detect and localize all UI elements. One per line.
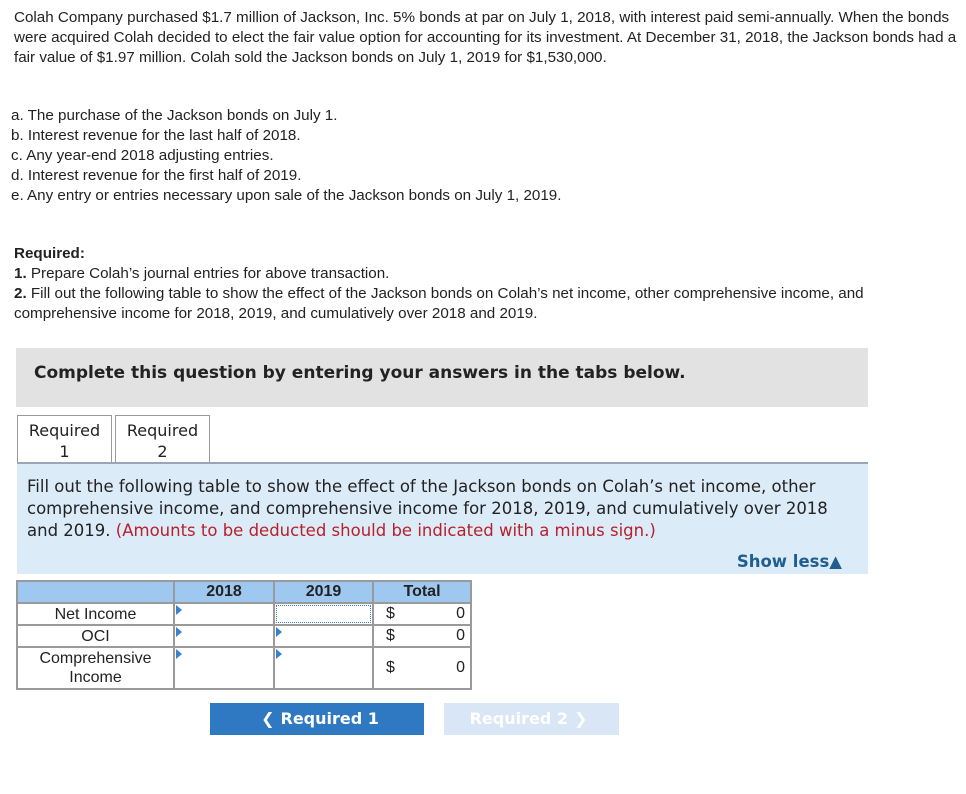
input-net-income-2018[interactable] (174, 603, 274, 625)
cell-marker-icon (176, 627, 182, 637)
table-row-comprehensive-income (17, 647, 471, 689)
table-row-net-income (17, 603, 471, 625)
row-label-net-income: Net Income (17, 603, 174, 625)
cell-marker-icon (276, 627, 282, 637)
header-2018: 2018 (174, 581, 274, 603)
required-item-2-number: 2. (14, 285, 27, 302)
tab-required-2-line1: Required (126, 421, 199, 440)
tab-required-1[interactable] (17, 415, 112, 462)
table-header-row (17, 581, 471, 603)
part-d: d. Interest revenue for the first half of 2019. (11, 167, 302, 184)
input-comprehensive-income-2019[interactable] (274, 647, 373, 689)
problem-statement (14, 8, 959, 68)
cell-marker-icon (276, 649, 282, 659)
required-item-2 (14, 284, 959, 324)
instructions-text: Fill out the following table to show the effect of the Jackson bonds on Colah’s net income, other comprehensive income, and comprehensive income for 2018, 2019, and cumulatively over 2018 and 2019. (27, 477, 828, 540)
total-value-oci: 0 (456, 627, 465, 644)
required-item-1-text: Prepare Colah’s journal entries for above transaction. (26, 265, 390, 282)
instructions-note: (Amounts to be deducted should be indicated with a minus sign.) (115, 521, 656, 540)
total-value-net-income: 0 (456, 605, 465, 622)
instructions-text-block (27, 476, 862, 542)
triangle-up-icon: ▲ (829, 552, 842, 571)
required-item-1-number: 1. (14, 265, 27, 282)
row-label-comprehensive-income: Comprehensive Income (17, 647, 174, 689)
chevron-right-icon: ❯ (574, 709, 588, 728)
currency-symbol: $ (386, 605, 395, 622)
total-net-income (373, 603, 471, 625)
table-row-oci (17, 625, 471, 647)
total-value-comprehensive-income: 0 (456, 659, 465, 676)
required-item-2-text: Fill out the following table to show the effect of the Jackson bonds on Colah’s net income, other comprehensive income, and comprehensive income for 2018, 2019, and cumulatively over 2018 and 2019. (14, 285, 864, 322)
problem-paragraph: Colah Company purchased $1.7 million of Jackson, Inc. 5% bonds at par on July 1, 2018, with interest paid semi-annually. When the bonds were acquired Colah decided to elect the fair value option for accounting for its investment. At December 31, 2018, the Jackson bonds had a fair value of $1.97 million. Colah sold the Jackson bonds on July 1, 2019 for $1,530,000. (14, 9, 957, 66)
instructions-panel (17, 464, 868, 574)
prev-button-label: Required 1 (280, 709, 379, 728)
cell-marker-icon (176, 649, 182, 659)
header-blank (17, 581, 174, 603)
next-required-2-button[interactable] (444, 703, 619, 735)
input-oci-2018[interactable] (174, 625, 274, 647)
next-button-label: Required 2 (469, 709, 568, 728)
part-a: a. The purchase of the Jackson bonds on July 1. (11, 107, 338, 124)
tab-required-2[interactable] (115, 415, 210, 462)
part-b: b. Interest revenue for the last half of 2018. (11, 127, 301, 144)
row-label-oci: OCI (17, 625, 174, 647)
show-less-label: Show less (736, 552, 830, 571)
prev-required-1-button[interactable] (210, 703, 424, 735)
tab-required-2-line2: 2 (157, 442, 168, 461)
instruction-banner (16, 348, 868, 407)
required-heading: Required: (14, 245, 85, 262)
chevron-left-icon: ❮ (261, 709, 275, 728)
currency-symbol: $ (386, 659, 395, 676)
total-oci (373, 625, 471, 647)
input-comprehensive-income-2018[interactable] (174, 647, 274, 689)
show-less-link[interactable] (737, 552, 842, 571)
part-c: c. Any year-end 2018 adjusting entries. (11, 147, 274, 164)
tab-required-1-line1: Required (28, 421, 101, 440)
required-section (14, 244, 959, 324)
required-item-1 (14, 264, 959, 284)
input-oci-2019[interactable] (274, 625, 373, 647)
currency-symbol: $ (386, 627, 395, 644)
input-net-income-2019[interactable] (274, 603, 373, 625)
effects-table (16, 580, 472, 690)
banner-text: Complete this question by entering your answers in the tabs below. (34, 363, 686, 383)
tab-required-1-line2: 1 (59, 442, 70, 461)
total-comprehensive-income (373, 647, 471, 689)
header-total: Total (373, 581, 471, 603)
part-e: e. Any entry or entries necessary upon sale of the Jackson bonds on July 1, 2019. (11, 187, 562, 204)
cell-marker-icon (176, 605, 182, 615)
header-2019: 2019 (274, 581, 373, 603)
problem-parts-list (11, 106, 561, 206)
